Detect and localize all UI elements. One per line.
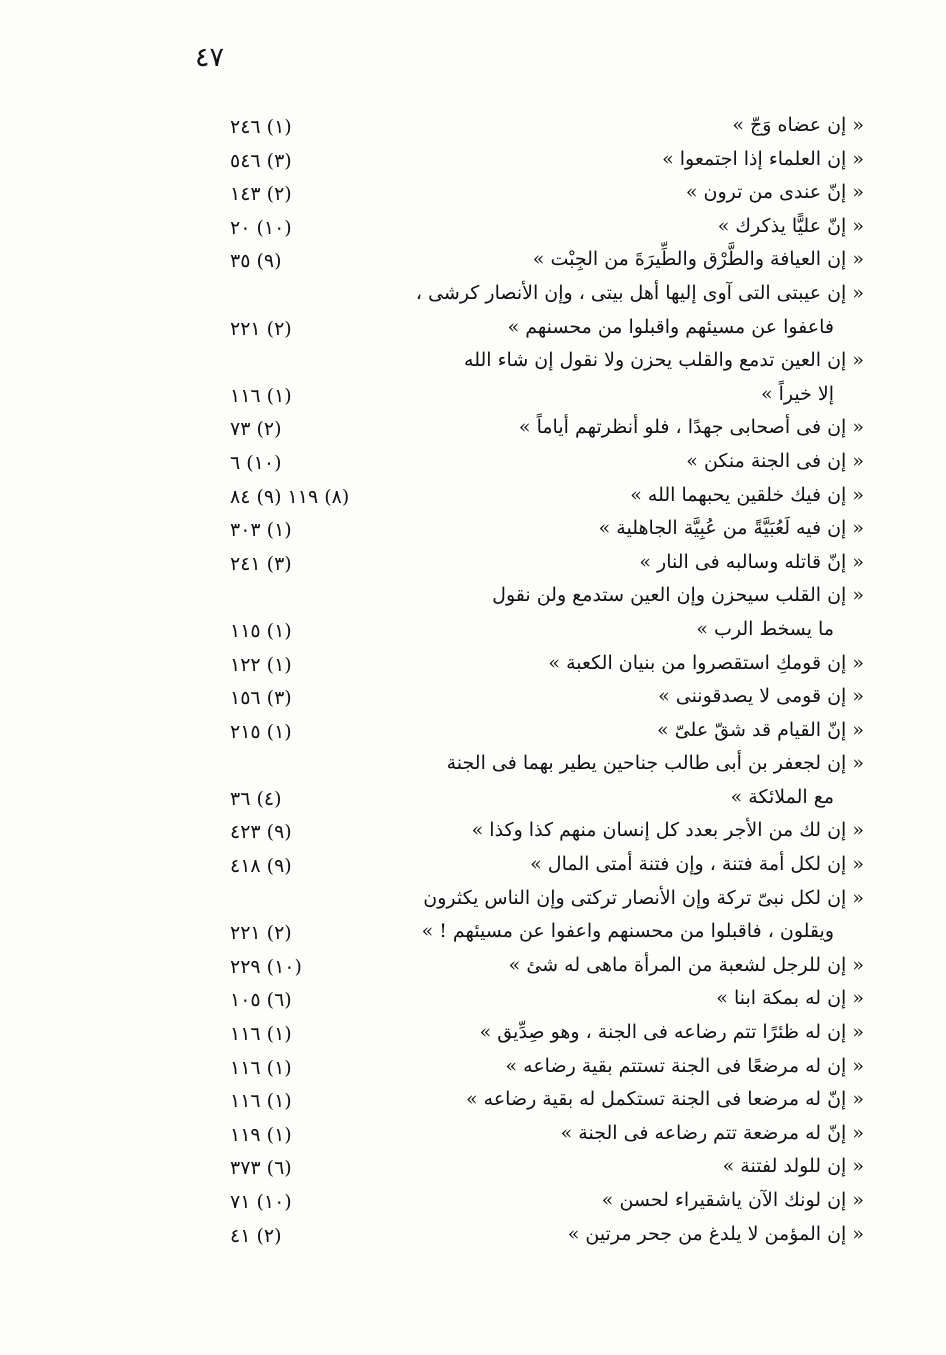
index-entry: [0, 1187, 946, 1221]
entry-text: مع الملائكة »: [730, 785, 834, 808]
entry-reference: (٤) ٣٦: [230, 787, 282, 810]
index-entry: [0, 952, 946, 986]
page-number: ٤٧: [195, 42, 225, 73]
index-entry: [0, 650, 946, 684]
index-entry: [0, 1221, 946, 1255]
entry-reference: (٢) ٧٣: [230, 418, 282, 441]
entry-text: ما يسخط الرب »: [696, 617, 834, 640]
index-entry-continuation: [0, 784, 946, 818]
index-entry-continuation: [0, 314, 946, 348]
entry-reference: (٩) ٣٥: [230, 250, 282, 273]
index-entry: [0, 347, 946, 381]
index-entry: [0, 482, 946, 516]
entry-text: « إنّ عندى من ترون »: [685, 181, 864, 204]
entry-reference: (١) ٢٤٦: [230, 116, 292, 138]
entry-text: « إن العيافة والطَّرْق والطِّيرَةَ من الجِبْت »: [532, 248, 864, 271]
index-entry: [0, 1153, 946, 1187]
entry-text: « إن قومى لا يصدقوننى »: [658, 685, 864, 708]
entry-reference: (٣) ٥٤٦: [230, 149, 292, 172]
entry-reference: (٣) ١٥٦: [230, 687, 292, 710]
entry-text: « إن لونك الآن ياشقيراء لحسن »: [601, 1189, 864, 1211]
index-entry: [0, 179, 946, 213]
index-entry: [0, 112, 946, 146]
entry-reference: (١٠) ٢٠: [230, 216, 292, 239]
entry-reference: (١) ٢١٥: [230, 720, 292, 743]
index-entry: [0, 717, 946, 751]
entry-text: « إنّ عليًّا يذكرك »: [717, 214, 864, 237]
entry-text: فاعفوا عن مسيئهم واقبلوا من محسنهم »: [507, 315, 834, 338]
entry-reference: (٢) ٢٢١: [230, 317, 292, 340]
entry-reference: (٢) ٢٢١: [230, 922, 292, 945]
index-entry: [0, 1053, 946, 1087]
entry-text: « إنّ القيام قد شقّ علىّ »: [657, 718, 864, 741]
entry-text: ويقلون ، فاقبلوا من محسنهم واعفوا عن مسيئهم ! »: [421, 920, 834, 943]
index-entry: [0, 515, 946, 549]
entry-text: « إن عضاه وَجّ »: [732, 114, 864, 136]
index-entry: [0, 683, 946, 717]
index-entry: [0, 146, 946, 180]
entry-text: « إن لك من الأجر بعدد كل إنسان منهم كذا وكذا »: [471, 819, 864, 842]
entry-text: « إنّ له مرضعا فى الجنة تستكمل له بقية رضاعه »: [465, 1088, 864, 1111]
entry-text: « إن فى أصحابى جهدًا ، فلو أنظرتهم أياماً »: [518, 416, 864, 439]
entry-text: « إن للرجل لشعبة من المرأة ماهى له شئ »: [508, 953, 864, 976]
entry-reference: (١) ١١٦: [230, 1090, 292, 1113]
entry-reference: (١٠) ٦: [230, 451, 282, 474]
entry-text: « إن للولد لفتنة »: [722, 1155, 864, 1178]
hadith-index-list: [0, 112, 946, 1254]
entry-reference: (١) ١١٦: [230, 1023, 292, 1046]
index-entry-continuation: [0, 616, 946, 650]
entry-text: « إن لكل نبىّ تركة وإن الأنصار تركتى وإن الناس يكثرون: [423, 886, 864, 909]
entry-text: « إن فى الجنة منكن »: [686, 449, 864, 472]
index-entry-continuation: [0, 918, 946, 952]
index-entry: [0, 885, 946, 919]
entry-text: « إن العين تدمع والقلب يحزن ولا نقول إن شاء الله: [464, 349, 864, 372]
index-entry: [0, 246, 946, 280]
entry-text: « إنّ قاتله وسالبه فى النار »: [639, 550, 864, 573]
entry-reference: (١٠) ٢٢٩: [230, 955, 302, 978]
entry-text: « إنّ له مرضعة تتم رضاعه فى الجنة »: [560, 1121, 864, 1144]
entry-text: إلا خيراً »: [760, 382, 834, 405]
index-entry: [0, 851, 946, 885]
entry-text: « إن له ظئرًا تتم رضاعه فى الجنة ، وهو صِدِّيق »: [479, 1021, 864, 1044]
entry-text: « إن له مرضعًا فى الجنة تستتم بقية رضاعه »: [505, 1054, 864, 1077]
index-entry: [0, 213, 946, 247]
index-entry-continuation: [0, 381, 946, 415]
entry-reference: (٢) ١٤٣: [230, 183, 292, 206]
entry-reference: (١٠) ٧١: [230, 1191, 292, 1213]
entry-text: « إن العلماء إذا اجتمعوا »: [662, 147, 864, 170]
entry-reference: (٦) ١٠٥: [230, 989, 292, 1012]
index-entry: [0, 448, 946, 482]
entry-reference: (١) ١١٦: [230, 1056, 292, 1079]
entry-text: « إن القلب سيحزن وإن العين ستدمع ولن نقول: [492, 584, 864, 607]
entry-reference: (٢) ٤١: [230, 1224, 282, 1247]
entry-reference: (٦) ٣٧٣: [230, 1157, 292, 1180]
entry-text: « إن له بمكة ابنا »: [716, 987, 864, 1010]
entry-reference: (٣) ٢٤١: [230, 552, 292, 575]
index-entry: [0, 414, 946, 448]
entry-reference: (٩) ٤٢٣: [230, 821, 292, 844]
index-entry: [0, 549, 946, 583]
index-entry: [0, 750, 946, 784]
entry-text: « إن المؤمن لا يلدغ من جحر مرتين »: [567, 1222, 864, 1245]
index-entry: [0, 280, 946, 314]
entry-reference: (١) ١١٥: [230, 619, 292, 642]
entry-text: « إن فيك خلقين يحبهما الله »: [630, 483, 864, 506]
entry-text: « إن عيبتى التى آوى إليها أهل بيتى ، وإن الأنصار كرشى ،: [415, 281, 864, 304]
index-entry: [0, 1019, 946, 1053]
entry-text: « إن لكل أمة فتنة ، وإن فتنة أمتى المال »: [530, 853, 864, 876]
index-entry: [0, 817, 946, 851]
index-entry: [0, 985, 946, 1019]
entry-text: « إن قومكِ استقصروا من بنيان الكعبة »: [548, 651, 864, 674]
entry-reference: (١) ١١٩: [230, 1123, 292, 1146]
entry-text: « إن فيه لَعُبَيَّةً من عُبِيَّة الجاهلية »: [598, 517, 864, 540]
index-entry: [0, 1086, 946, 1120]
index-entry: [0, 582, 946, 616]
entry-reference: (٩) ٤١٨: [230, 855, 292, 878]
entry-reference: (١) ١١٦: [230, 384, 292, 407]
entry-reference: (١) ١٢٢: [230, 653, 292, 676]
entry-text: « إن لجعفر بن أبى طالب جناحين يطير بهما فى الجنة: [446, 752, 864, 775]
entry-reference: (١) ٣٠٣: [230, 519, 292, 542]
entry-reference: (٨) ١١٩ (٩) ٨٤: [230, 485, 350, 508]
index-entry: [0, 1120, 946, 1154]
